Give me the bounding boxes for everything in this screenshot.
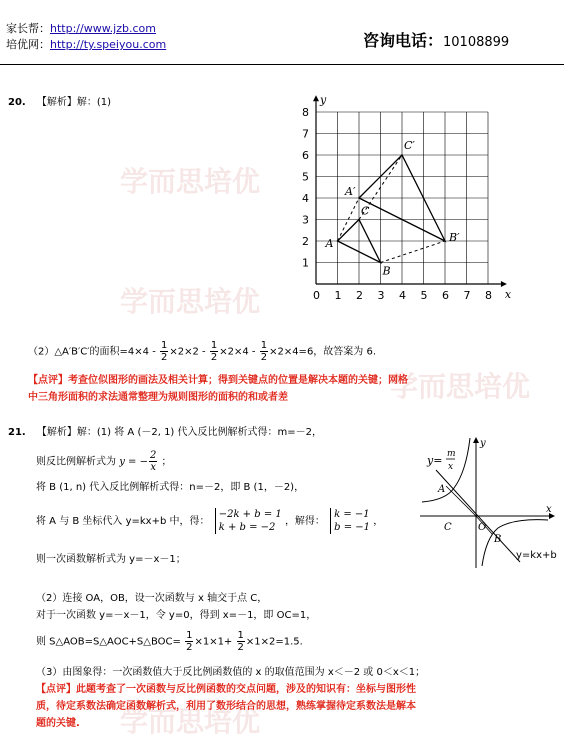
parent-link[interactable]: http://www.jzb.com [50, 22, 156, 35]
fraction-half [210, 340, 218, 363]
point-O-label: O [478, 522, 487, 533]
fraction-half [185, 630, 193, 653]
q21-line-4 [36, 508, 383, 534]
fraction-den: 2 [260, 352, 268, 363]
x-tick-label: 5 [420, 289, 428, 302]
fraction-num: 1 [260, 340, 268, 351]
peiyou-link[interactable]: http://ty.speiyou.com [50, 38, 167, 51]
q20-heading [8, 96, 111, 110]
fraction [149, 450, 157, 473]
header-peiyou-line [6, 38, 166, 51]
watermark: 学而思培优 [390, 370, 531, 403]
grid-ticks [302, 93, 512, 302]
y-tick-label: 5 [302, 170, 309, 184]
fraction-den: 2 [210, 352, 218, 363]
equation: k = −1 [334, 509, 370, 520]
q21-l2-prefix: 则反比例解析式为 [36, 456, 116, 468]
point-label: A′ [345, 185, 356, 198]
parent-label: 家长帮： [6, 22, 50, 35]
header-parent-line [6, 22, 156, 35]
q21-l8-t1: ×1×1+ [194, 636, 233, 648]
fraction-den: 2 [237, 642, 244, 653]
q20-part2 [28, 340, 376, 363]
x-tick-label: 4 [399, 289, 406, 302]
q21-l4-suffix: ， [373, 516, 384, 527]
solution-system [330, 508, 370, 534]
hyperbola-branch-upper-left [422, 438, 470, 502]
peiyou-label: 培优网： [6, 38, 50, 51]
hyperbola-label: y= [427, 454, 443, 467]
phone-label: 咨询电话： [363, 31, 444, 50]
watermark: 学而思培优 [120, 285, 261, 318]
q20-comment: 【点评】考查位似图形的画法及相关计算；得到关键点的位置是解决本题的关键；网格 [28, 375, 408, 386]
q21-l4-prefix: 将 A 与 B 坐标代入 y=kx+b 中，得： [36, 516, 210, 527]
x-axis-label: x [504, 288, 512, 301]
y-tick-label: 6 [302, 149, 309, 162]
q20-part2-t2: ×2×4 - [219, 346, 256, 358]
fraction-den: 2 [186, 642, 193, 653]
y-tick-label: 4 [302, 192, 309, 205]
fraction-half [160, 340, 168, 363]
q20-part2-prefix: （2）△A′B′C′的面积=4×4 - [28, 346, 156, 358]
point-A-label: A [438, 484, 446, 495]
x-axis-label: x [546, 504, 552, 515]
phone-number: 10108899 [443, 35, 510, 50]
equation: k + b = −2 [218, 522, 276, 533]
point-B-label: B [494, 534, 502, 545]
q20-part2-t1: ×2×2 - [169, 346, 206, 358]
q20-number: 20. [8, 97, 26, 108]
point-C-label: C [444, 522, 452, 533]
fraction-num: 1 [186, 630, 193, 641]
x-tick-label: 8 [485, 289, 492, 302]
grid-triangles [325, 139, 461, 278]
hyperbola-label-num: m [447, 449, 456, 459]
q21-l7: 对于一次函数 y=－x－1，令 y=0，得到 x=－1，即 OC=1， [36, 610, 317, 621]
watermark: 学而思培优 [120, 705, 261, 738]
y-axis-arrow [313, 95, 319, 101]
grid-axes [313, 95, 507, 287]
fraction-half [260, 340, 268, 363]
fraction-den: x [150, 462, 156, 473]
fraction-num: 1 [210, 340, 218, 351]
y-axis-label: y [320, 93, 327, 107]
point-label: A [325, 237, 334, 250]
q21-l5: 则一次函数解析式为 y=－x－1； [36, 554, 186, 565]
header-divider [0, 64, 564, 65]
q20-label: 【解析】 [36, 97, 77, 108]
q20-comment-2: 中三角形面积的求法通常整理为规则图形的面积的和或者差 [28, 392, 288, 403]
q21-line-2 [36, 450, 172, 473]
q20-intro: 解：(1) [76, 97, 112, 108]
x-tick-label: 3 [377, 289, 385, 302]
y-axis-label: y [480, 438, 486, 449]
y-tick-label: 1 [302, 256, 309, 270]
y-tick-label: 8 [302, 106, 309, 119]
fraction-half [237, 630, 245, 653]
x-tick-label: 6 [442, 289, 449, 302]
point-label: B′ [449, 231, 460, 244]
grid-figure [290, 93, 512, 324]
q21-l9: （3）由图象得：一次函数值大于反比例函数值的 x 的取值范围为 x＜－2 或 0＜x＜1； [36, 667, 426, 678]
function-figure [418, 434, 558, 570]
fraction-num: 1 [237, 630, 244, 641]
watermark: 学而思培优 [120, 165, 261, 198]
q20-part2-t3: ×2×4=6，故答案为 6. [269, 346, 377, 358]
x-tick-label: 2 [356, 289, 363, 302]
equation-system [215, 508, 282, 534]
y-tick-label: 3 [302, 213, 309, 227]
q21-line-1 [8, 426, 322, 440]
x-tick-label: 1 [334, 289, 342, 302]
q21-l1: 解：(1) 将 A (－2, 1) 代入反比例解析式得：m=－2， [76, 427, 322, 438]
line-label: y=kx+b [516, 550, 557, 561]
x-axis-arrow [501, 281, 507, 287]
fraction-num: 2 [149, 450, 157, 461]
q21-l4-mid: ，解得： [284, 516, 325, 527]
phone-block [363, 28, 509, 51]
point-label: C [361, 204, 370, 218]
q21-line-8 [36, 630, 303, 653]
fraction-num: 1 [161, 340, 168, 351]
y-tick-label: 2 [302, 235, 309, 248]
q21-l8-t2: ×1×2=1.5. [245, 636, 303, 648]
segment-OA [446, 486, 476, 516]
x-tick-label: 7 [463, 289, 471, 302]
q21-comment-1: 【点评】此题考查了一次函数与反比例函数的交点问题，涉及的知识有：坐标与图形性 [36, 684, 416, 695]
y-tick-label: 7 [302, 127, 309, 141]
hyperbola-label-den: x [448, 462, 454, 472]
q21-l6: （2）连接 OA，OB，设一次函数与 x 轴交于点 C， [36, 593, 268, 604]
q21-l2-eq: y = − [119, 456, 148, 468]
q21-l2-suffix: ； [161, 456, 172, 468]
equation: b = −1 [334, 522, 371, 533]
equation: −2k + b = 1 [218, 509, 282, 520]
q21-l3: 将 B (1, n) 代入反比例解析式得：n=－2，即 B (1，－2)， [36, 482, 305, 493]
x-tick-label: 0 [313, 289, 320, 302]
grid-lines [316, 112, 488, 284]
q21-l8-prefix: 则 S△AOB=S△AOC+S△BOC= [36, 636, 181, 648]
point-label: B [382, 264, 391, 278]
dashed-ray [381, 241, 446, 263]
fraction-den: 2 [161, 352, 168, 363]
point-label: C′ [404, 139, 415, 152]
q21-comment-3: 题的关键. [36, 718, 80, 729]
q21-number: 21. [8, 427, 26, 438]
q21-comment-2: 质，待定系数法确定函数解析式，利用了数形结合的思想，熟练掌握待定系数法是解本 [36, 701, 416, 712]
q21-label: 【解析】 [36, 427, 77, 438]
